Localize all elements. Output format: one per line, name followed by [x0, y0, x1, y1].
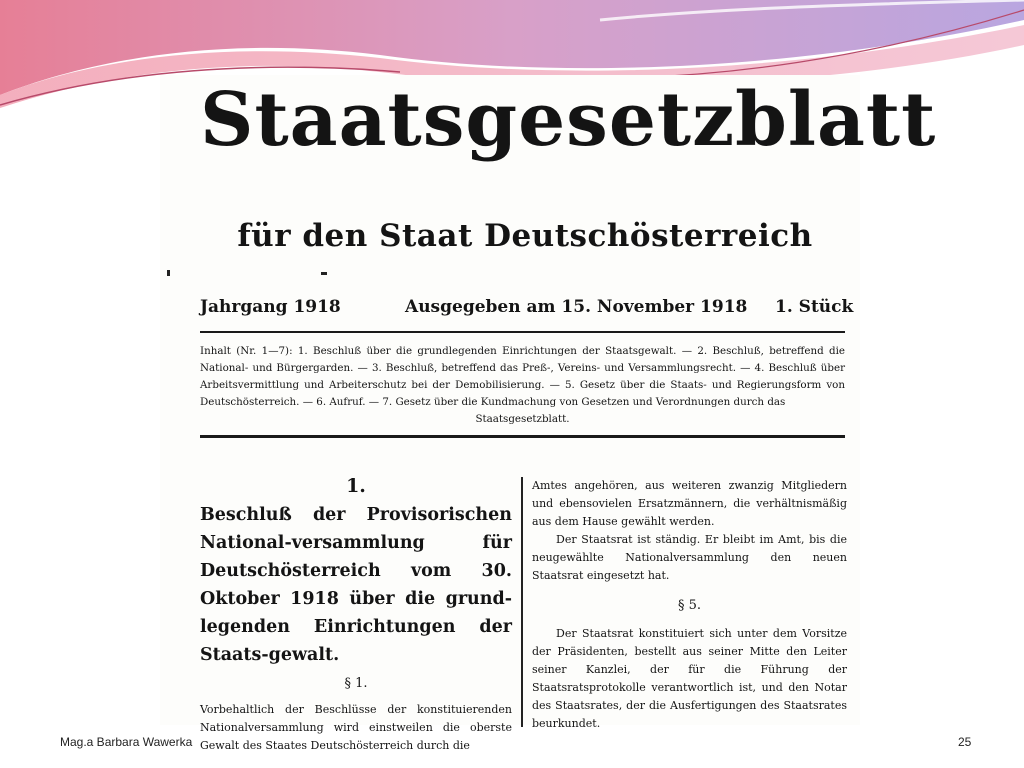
issue-date: Ausgegeben am 15. November 1918 [405, 297, 748, 317]
issue-meta [200, 297, 854, 325]
footer-author: Mag.a Barbara Wawerka [60, 735, 193, 749]
rule-top [200, 331, 845, 333]
issue-piece: 1. Stück [775, 297, 854, 317]
scanned-document [160, 75, 937, 752]
masthead-title: Staatsgesetzblatt [200, 77, 937, 163]
left-column [200, 477, 512, 755]
issue-year: Jahrgang 1918 [200, 297, 341, 317]
section-mark: § 5. [677, 598, 702, 613]
column-divider [521, 477, 523, 727]
right-paragraph-1: Amtes angehören, aus weiteren zwanzig Mitgliedern und ebensovielen Ersatzmännern, die verhältnismäßig aus dem Hause gewählt werden. [532, 479, 847, 528]
toc-text: Inhalt (Nr. 1—7): 1. Beschluß über die grundlegenden Einrichtungen der Staatsgewalt. — 2. Beschluß, betreffend die National- und Bürgergarden. — 3. Beschluß, betreffend das Preß-, Vereins- und Versammlungsrecht. — 4. Beschluß über Arbeitsvermittlung und Arbeiterschutz bei der Demobilisierung. — 5. Gesetz über die Staats- und Regierungsform von Deutschösterreich. — 6. Aufruf. — 7. Gesetz über die Kundmachung von Gesetzen und Verordnungen durch das [200, 345, 845, 408]
article-text: Vorbehaltlich der Beschlüsse der konstituierenden Nationalversammlung wird einstweilen die oberste Gewalt des Staates Deutschösterreich durch die [200, 703, 512, 752]
print-speck [167, 270, 170, 276]
article-number: 1. [346, 475, 366, 497]
rule-bottom [200, 435, 845, 438]
right-paragraph-3: Der Staatsrat konstituiert sich unter dem Vorsitze der Präsidenten, bestellt aus seiner Mitte den Leiter seiner Kanzlei, der für die Führung der Staatsratsprotokolle verantwortlich ist, und den Notar des Staatsrates, der die Ausfertigungen des Staatsrates beurkundet. [532, 627, 847, 730]
print-speck [321, 272, 327, 275]
right-column [532, 477, 847, 733]
right-paragraph-2: Der Staatsrat ist ständig. Er bleibt im Amt, bis die neugewählte Nationalversammlung den neuen Staatsrat eingesetzt hat. [532, 533, 847, 582]
toc-text-end: Staatsgesetzblatt. [475, 413, 570, 425]
section-mark: § 1. [344, 676, 368, 691]
article-heading: Beschluß der Provisorischen National-versammlung für Deutschösterreich vom 30. Oktober 1918 über die grund-legenden Einrichtungen der Staats-gewalt. [200, 505, 512, 665]
masthead-subtitle: für den Staat Deutschösterreich [237, 218, 813, 254]
footer-page-number: 25 [958, 735, 972, 749]
table-of-contents [200, 343, 845, 428]
